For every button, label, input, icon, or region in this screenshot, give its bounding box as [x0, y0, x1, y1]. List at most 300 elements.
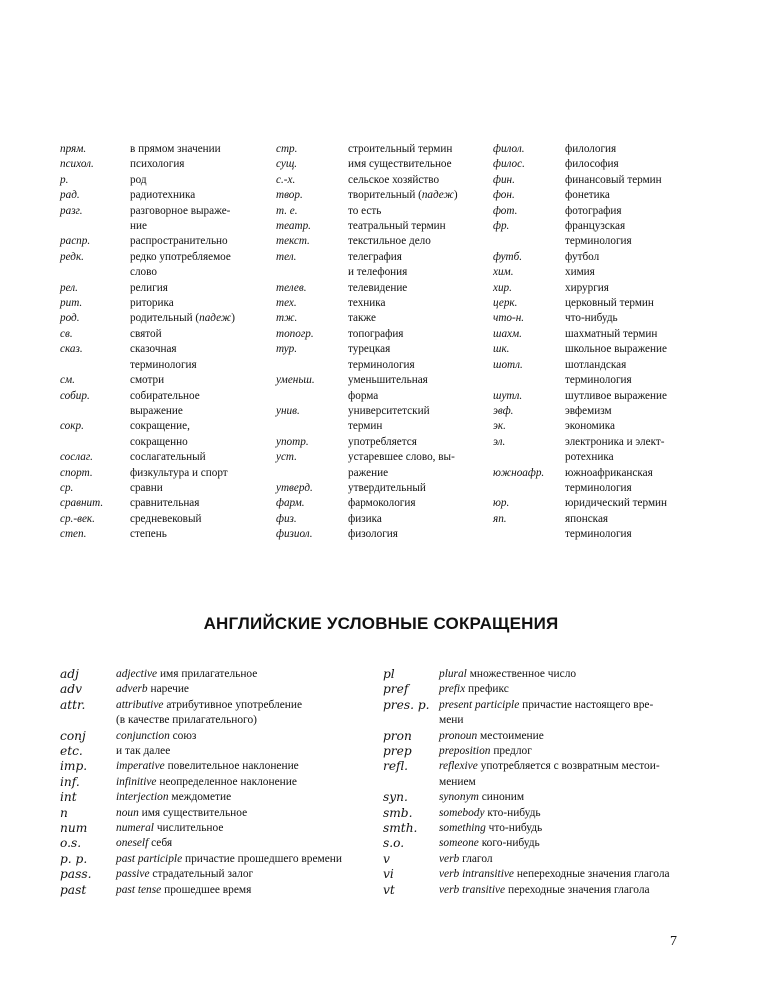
abbreviation: утверд. — [276, 481, 313, 494]
abbreviation: эвф. — [493, 404, 514, 417]
abbreviation-row — [276, 188, 492, 203]
english-abbreviation-row — [383, 836, 703, 851]
russian-translation: имя прилагательное — [157, 668, 258, 680]
abbreviation: ср. — [60, 481, 74, 494]
abbreviation-row — [493, 496, 708, 511]
abbreviation-meaning: сослагательный — [130, 451, 206, 464]
abbreviation-row — [60, 435, 275, 450]
russian-translation: множественное число — [466, 668, 577, 680]
abbreviation-row — [60, 342, 275, 357]
abbreviation: рит. — [60, 297, 83, 310]
abbreviation-row — [276, 481, 492, 496]
abbreviation-row — [60, 373, 275, 388]
abbreviation-row — [60, 358, 275, 373]
abbreviation-row — [276, 373, 492, 388]
russian-translation: прошедшее время — [161, 883, 252, 896]
abbreviation-meaning: сказочная — [130, 343, 177, 356]
abbreviation: сравнит. — [60, 497, 104, 510]
abbreviation: спорт. — [60, 466, 93, 479]
abbreviation: распр. — [60, 235, 91, 248]
russian-translation: причастие прошедшего времени — [182, 852, 342, 865]
abbreviation-row — [493, 311, 708, 326]
abbreviation-meaning: сокращенно — [130, 435, 188, 448]
abbreviation-row — [276, 358, 492, 373]
abbreviation-meaning: форма — [348, 389, 379, 402]
russian-translation: наречие — [147, 683, 189, 696]
russian-translation: префикс — [465, 683, 509, 696]
abbreviation-meaning: религия — [130, 281, 168, 294]
abbreviation-meaning: филология — [565, 143, 617, 155]
english-term: preposition — [439, 745, 491, 758]
english-abbreviation-row — [60, 775, 380, 790]
abbreviation-meaning: фармокология — [348, 497, 416, 510]
english-abbreviation-meaning — [116, 775, 380, 790]
english-abbreviation: refl. — [383, 759, 409, 774]
abbreviation-meaning: турецкая — [348, 343, 391, 356]
abbreviation: сослаг. — [60, 451, 93, 464]
abbreviation-meaning: эвфемизм — [565, 404, 612, 417]
abbreviation-row — [60, 496, 275, 511]
abbreviation-meaning: шахматный термин — [565, 327, 658, 340]
eng-column-2 — [383, 667, 703, 898]
abbreviation: хим. — [493, 266, 514, 279]
abbreviation: тел. — [276, 250, 297, 263]
english-term: someone — [439, 837, 479, 850]
abbreviation-row — [493, 265, 708, 280]
abbreviation — [60, 219, 130, 234]
abbreviation-row — [493, 296, 708, 311]
english-abbreviation-meaning — [439, 744, 703, 759]
abbreviation: уст. — [276, 451, 297, 464]
abbreviation: психол. — [60, 158, 94, 171]
abbreviation: эк. — [493, 420, 506, 433]
abbreviation-row — [493, 419, 708, 434]
abbreviation: театр. — [276, 220, 311, 233]
abbreviation: шутл. — [493, 389, 523, 402]
english-term: attributive — [116, 698, 164, 711]
english-abbreviation-row — [383, 729, 703, 744]
english-abbreviation-meaning — [116, 867, 380, 882]
english-abbreviation-meaning — [439, 713, 703, 728]
abbreviation-row — [276, 173, 492, 188]
abbreviation-meaning: сельское хозяйство — [348, 173, 440, 186]
russian-translation: (в качестве прилагательного) — [116, 714, 257, 727]
english-abbreviation-meaning — [439, 867, 703, 882]
abbreviation — [493, 234, 565, 249]
english-term: conjunction — [116, 729, 170, 742]
abbreviation-row — [493, 389, 708, 404]
abbreviation-row — [60, 250, 275, 265]
abbreviation-row — [276, 234, 492, 249]
english-abbreviation-row — [60, 867, 380, 882]
english-abbreviation: etc. — [60, 744, 83, 759]
english-abbreviation-row — [383, 806, 703, 821]
abbreviation — [276, 265, 348, 280]
abbreviation: южноафр. — [493, 466, 545, 479]
english-term: prefix — [439, 683, 466, 696]
abbreviation-row — [276, 142, 492, 157]
abbreviation — [60, 404, 130, 419]
abbreviation: род. — [60, 312, 80, 325]
abbreviation-meaning: риторика — [130, 297, 174, 310]
abbreviation-meaning: родительный (падеж) — [130, 312, 235, 325]
abbreviation-row — [60, 173, 275, 188]
abbreviation-row — [276, 435, 492, 450]
english-abbreviation-meaning — [116, 759, 380, 774]
abbreviation-meaning: телеграфия — [348, 250, 402, 263]
abbreviation — [276, 419, 348, 434]
english-abbreviation-meaning — [116, 790, 380, 805]
abbreviation-meaning: терминология — [565, 374, 632, 387]
abbreviation-row — [276, 342, 492, 357]
english-abbreviation-meaning — [116, 883, 380, 898]
abbreviation-meaning: шотландская — [565, 358, 627, 371]
abbreviation-meaning: физкультура и спорт — [130, 466, 228, 479]
abbreviation-meaning: ротехника — [565, 451, 614, 464]
rus-column-2 — [276, 142, 492, 543]
english-abbreviation-row — [60, 806, 380, 821]
abbreviation-row — [493, 435, 708, 450]
abbreviation-meaning: хирургия — [565, 281, 609, 294]
eng-column-1 — [60, 667, 380, 898]
russian-translation: междометие — [168, 791, 232, 804]
abbreviation: эл. — [493, 435, 506, 448]
english-abbreviation-meaning — [439, 775, 703, 790]
abbreviation-meaning: радиотехника — [130, 189, 196, 202]
abbreviation: тех. — [276, 297, 297, 310]
abbreviation-meaning: употребляется — [348, 435, 417, 448]
english-abbreviation: adv — [60, 682, 82, 697]
english-abbreviation: o.s. — [60, 836, 82, 851]
english-abbreviation: int — [60, 790, 77, 805]
abbreviation-row — [276, 204, 492, 219]
abbreviation-row — [60, 389, 275, 404]
russian-translation: непереходные значения глагола — [513, 868, 670, 881]
abbreviation: юр. — [493, 497, 510, 510]
abbreviation-meaning: церковный термин — [565, 297, 654, 310]
abbreviation-row — [60, 142, 275, 157]
abbreviation-row — [493, 450, 708, 465]
abbreviation-row — [276, 419, 492, 434]
rus-column-1 — [60, 142, 275, 543]
abbreviation: церк. — [493, 297, 518, 310]
russian-translation: союз — [169, 729, 197, 742]
abbreviation: ср.-век. — [60, 512, 95, 525]
abbreviation: тур. — [276, 343, 298, 356]
abbreviation-row — [493, 404, 708, 419]
russian-translation: местоимение — [477, 729, 544, 742]
abbreviation-meaning: также — [348, 312, 376, 325]
abbreviation-row — [493, 466, 708, 481]
abbreviation-row — [60, 281, 275, 296]
abbreviation-meaning: японская — [565, 512, 609, 525]
abbreviation: уменьш. — [276, 374, 315, 387]
abbreviation-meaning: редко употребляемое — [130, 250, 231, 263]
abbreviation-row — [60, 404, 275, 419]
abbreviation-row — [493, 358, 708, 373]
english-term: imperative — [116, 760, 165, 773]
abbreviation-meaning: южноафриканская — [565, 466, 653, 479]
abbreviation-row — [60, 466, 275, 481]
english-abbreviation-row — [383, 667, 703, 682]
russian-translation: мением — [439, 775, 476, 788]
abbreviation-meaning: сравнительная — [130, 497, 200, 510]
abbreviation-row — [493, 250, 708, 265]
english-abbreviation-meaning — [439, 729, 703, 744]
abbreviation: физ. — [276, 512, 297, 525]
section-heading: АНГЛИЙСКИЕ УСЛОВНЫЕ СОКРАЩЕНИЯ — [203, 614, 559, 633]
abbreviation-meaning: терминология — [348, 358, 415, 371]
abbreviation-row — [276, 296, 492, 311]
abbreviation-row — [493, 204, 708, 219]
english-abbreviation-row — [60, 698, 380, 713]
english-abbreviation-meaning — [439, 836, 703, 851]
english-abbreviation: pres. p. — [383, 697, 430, 712]
abbreviation: собир. — [60, 389, 90, 402]
abbreviation-meaning: терминология — [565, 235, 632, 248]
abbreviation-meaning: терминология — [565, 528, 632, 541]
english-abbreviation: inf. — [60, 774, 80, 789]
english-abbreviation-meaning — [439, 790, 703, 805]
english-abbreviation — [60, 713, 116, 728]
abbreviation-row — [276, 466, 492, 481]
english-abbreviation-meaning — [439, 852, 703, 867]
english-abbreviation-row — [383, 759, 703, 774]
english-term: infinitive — [116, 775, 157, 788]
abbreviation-row — [60, 234, 275, 249]
abbreviation-row — [493, 173, 708, 188]
english-abbreviation — [383, 713, 439, 728]
abbreviation-meaning: физология — [348, 528, 398, 541]
abbreviation: шахм. — [493, 327, 522, 340]
abbreviation: филос. — [493, 158, 525, 171]
english-abbreviation: conj — [60, 728, 86, 743]
english-term: reflexive — [439, 760, 478, 773]
english-abbreviation-row — [60, 821, 380, 836]
english-abbreviation: smb. — [383, 805, 413, 820]
abbreviation-row — [276, 450, 492, 465]
english-abbreviation-meaning — [439, 682, 703, 697]
abbreviation — [60, 435, 130, 450]
abbreviation-meaning: род — [130, 173, 147, 186]
abbreviation-meaning: строительный термин — [348, 143, 453, 155]
english-abbreviation-meaning — [116, 682, 380, 697]
abbreviation: рад. — [60, 189, 80, 202]
english-abbreviation: past — [60, 882, 87, 897]
russian-translation: кто-нибудь — [484, 806, 541, 819]
abbreviation — [493, 527, 565, 542]
abbreviation-meaning: фонетика — [565, 189, 610, 202]
russian-translation: имя существительное — [138, 806, 248, 819]
english-term: synonym — [439, 791, 479, 804]
english-abbreviation-row — [383, 744, 703, 759]
abbreviation-meaning: техника — [348, 297, 386, 310]
abbreviation — [276, 466, 348, 481]
abbreviation-meaning: уменьшительная — [348, 374, 428, 387]
english-abbreviation-row — [60, 790, 380, 805]
english-term: adjective — [116, 668, 158, 680]
english-term: interjection — [116, 791, 169, 804]
abbreviation-row — [276, 219, 492, 234]
english-abbreviation-row — [60, 836, 380, 851]
english-abbreviation: pref — [383, 682, 409, 697]
abbreviation-row — [60, 265, 275, 280]
abbreviation-meaning: фотография — [565, 204, 622, 217]
english-abbreviation-row — [383, 883, 703, 898]
abbreviation-meaning: что-нибудь — [565, 312, 618, 325]
abbreviation-meaning: в прямом значении — [130, 143, 221, 155]
english-abbreviation: smth. — [383, 821, 418, 836]
english-term: verb transitive — [439, 883, 506, 896]
russian-translation: глагол — [459, 852, 493, 865]
abbreviation-meaning: сравни — [130, 481, 163, 494]
abbreviation: степ. — [60, 528, 87, 541]
abbreviation-meaning: и телефония — [348, 266, 408, 279]
english-term: passive — [116, 868, 150, 881]
abbreviation-meaning: сокращение, — [130, 420, 190, 433]
english-abbreviation: imp. — [60, 759, 88, 774]
english-abbreviation-row — [60, 713, 380, 728]
english-abbreviation-meaning — [439, 806, 703, 821]
abbreviation: фр. — [493, 220, 510, 233]
abbreviation: твор. — [276, 189, 303, 202]
russian-translation: причастие настоящего вре- — [519, 698, 654, 711]
english-abbreviation-meaning — [439, 667, 703, 682]
english-abbreviation-row — [383, 852, 703, 867]
russian-translation: кого-нибудь — [478, 837, 540, 850]
abbreviation-meaning: футбол — [565, 250, 600, 263]
abbreviation: т. е. — [276, 204, 298, 217]
abbreviation-meaning: устаревшее слово, вы- — [348, 451, 455, 464]
abbreviation: редк. — [60, 250, 84, 263]
abbreviation: р. — [60, 173, 69, 186]
english-abbreviation-row — [60, 667, 380, 682]
english-abbreviation-meaning — [116, 852, 380, 867]
abbreviation-row — [276, 496, 492, 511]
abbreviation-row — [276, 157, 492, 172]
english-abbreviation: s.o. — [383, 836, 405, 851]
russian-translation: числительное — [153, 822, 224, 835]
abbreviation-row — [60, 296, 275, 311]
english-abbreviation-row — [60, 883, 380, 898]
abbreviation-meaning: разговорное выраже- — [130, 204, 231, 217]
abbreviation: шотл. — [493, 358, 523, 371]
abbreviation-row — [60, 204, 275, 219]
abbreviation-row — [60, 512, 275, 527]
abbreviation-meaning: имя существительное — [348, 158, 452, 171]
english-abbreviation: num — [60, 821, 88, 836]
abbreviation-row — [276, 281, 492, 296]
abbreviation-meaning: театральный термин — [348, 220, 446, 233]
english-abbreviation-row — [60, 682, 380, 697]
abbreviation: прям. — [60, 143, 87, 155]
abbreviation-row — [493, 512, 708, 527]
russian-translation: повелительное наклонение — [164, 760, 299, 773]
abbreviation-row — [276, 527, 492, 542]
abbreviation: разг. — [60, 204, 83, 217]
abbreviation: сказ. — [60, 343, 83, 356]
abbreviation: унив. — [276, 404, 300, 417]
english-abbreviation-meaning — [116, 806, 380, 821]
abbreviation-row — [493, 281, 708, 296]
abbreviation — [493, 450, 565, 465]
abbreviation-meaning: школьное выражение — [565, 343, 667, 356]
english-abbreviation-meaning — [439, 821, 703, 836]
abbreviation-meaning: распространительно — [130, 235, 228, 248]
english-term: oneself — [116, 837, 149, 850]
abbreviation: яп. — [493, 512, 507, 525]
english-term: verb intransitive — [439, 868, 514, 881]
russian-translation: предлог — [490, 745, 532, 758]
abbreviation: рел. — [60, 281, 78, 294]
abbreviation-meaning: экономика — [565, 420, 615, 433]
abbreviation: шк. — [493, 343, 510, 356]
english-term: pronoun — [439, 729, 478, 742]
abbreviation-meaning: телевидение — [348, 281, 408, 294]
english-abbreviation-row — [383, 775, 703, 790]
abbreviation-row — [276, 265, 492, 280]
abbreviation-row — [60, 527, 275, 542]
abbreviation-row — [493, 188, 708, 203]
english-abbreviation-meaning — [116, 836, 380, 851]
english-abbreviation-meaning — [116, 698, 380, 713]
abbreviation-row — [493, 373, 708, 388]
english-term: somebody — [439, 806, 485, 819]
russian-translation: страдательный залог — [149, 868, 254, 881]
english-abbreviation-row — [383, 698, 703, 713]
abbreviation-meaning: то есть — [348, 204, 382, 217]
english-abbreviation-meaning — [439, 759, 703, 774]
abbreviation — [493, 373, 565, 388]
abbreviation: с.-х. — [276, 173, 296, 186]
abbreviation: хир. — [493, 281, 512, 294]
abbreviation-row — [276, 327, 492, 342]
abbreviation-row — [276, 389, 492, 404]
abbreviation-meaning: творительный (падеж) — [348, 189, 458, 202]
abbreviation-row — [493, 157, 708, 172]
abbreviation-row — [60, 327, 275, 342]
abbreviation: текст. — [276, 235, 310, 248]
abbreviation-meaning: средневековый — [130, 512, 202, 525]
english-abbreviation: pron — [383, 728, 412, 743]
abbreviation — [276, 389, 348, 404]
abbreviation-row — [493, 481, 708, 496]
abbreviation-row — [493, 342, 708, 357]
abbreviation: футб. — [493, 250, 523, 263]
abbreviation-row — [60, 450, 275, 465]
russian-translation: себя — [148, 837, 173, 850]
abbreviation-meaning: топография — [348, 327, 404, 340]
english-abbreviation: vi — [383, 867, 394, 882]
abbreviation-meaning: химия — [565, 266, 595, 279]
russian-translation: мени — [439, 714, 464, 727]
abbreviation-meaning: степень — [130, 528, 167, 541]
abbreviation: фот. — [493, 204, 518, 217]
abbreviation-row — [60, 188, 275, 203]
english-abbreviation: adj — [60, 667, 79, 681]
english-abbreviation-meaning — [116, 744, 380, 759]
abbreviation — [276, 358, 348, 373]
abbreviation: филол. — [493, 143, 525, 155]
abbreviation — [60, 265, 130, 280]
english-abbreviation-row — [383, 682, 703, 697]
abbreviation-meaning: шутливое выражение — [565, 389, 667, 402]
abbreviation-row — [60, 419, 275, 434]
abbreviation-row — [493, 527, 708, 542]
abbreviation-row — [493, 234, 708, 249]
abbreviation-row — [60, 157, 275, 172]
abbreviation-row — [493, 142, 708, 157]
